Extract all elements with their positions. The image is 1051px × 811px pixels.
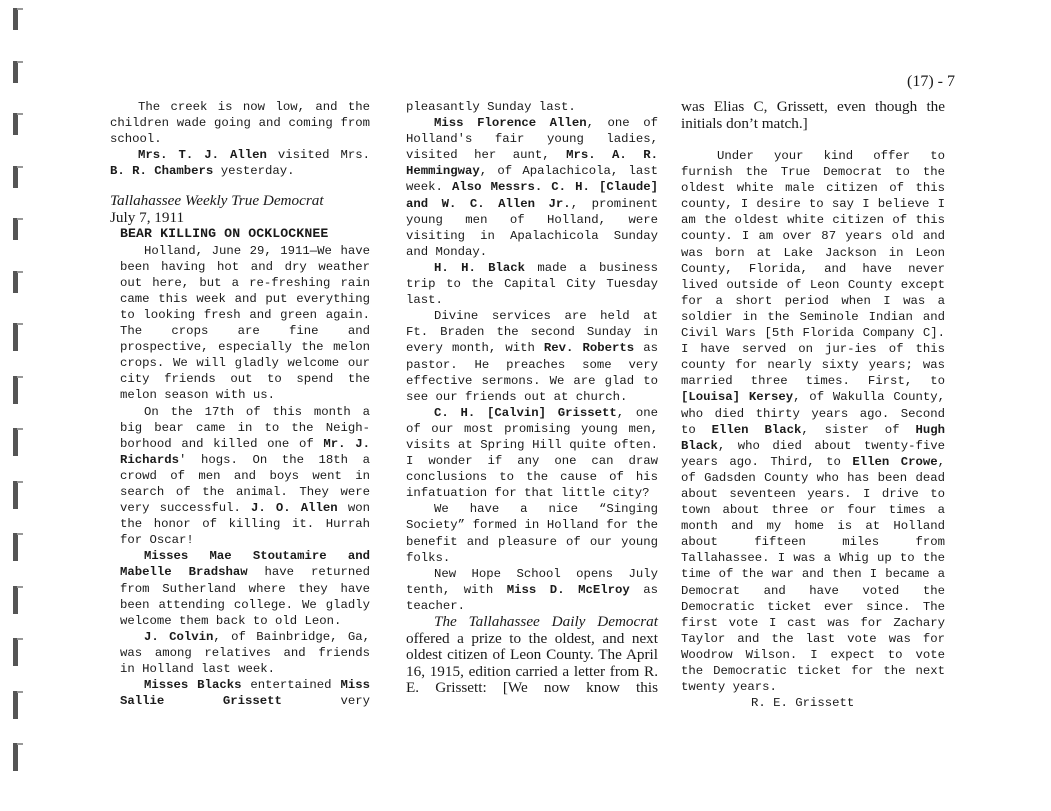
column-2 bbox=[406, 99, 658, 697]
person-name: Miss Florence Allen bbox=[434, 116, 587, 131]
signature: R. E. Grissett bbox=[751, 696, 855, 711]
person-name: H. H. Black bbox=[434, 260, 526, 275]
page-number: (17) - 7 bbox=[907, 73, 955, 90]
letter-body: Under your kind offer to furnish the True Democrat to the oldest white male citizen of this county, I desire to say I believe I am the oldest white citizen of this county. I am over 87 years old and was born at Lake Jackson in Leon County, Florida, and have never lived outside of Leon County except for a short period when I was a soldier in the Seminole Indian and Civil Wars [5th Florida Company C]. I have served on jur-ies of this county for nearly sixty years; was married three times. First, to [Louisa] Kersey, of Wakulla County, who died thirty years ago. Second to Ellen Black, sister of Hugh Black, who died about twenty-five years ago. Third, to Ellen Crowe, of Gadsden County who has been dead about seventeen years. I drive to town about three or four times a month and my home is at Holland about fifteen miles from Tallahassee. I was a Whig up to the time of the war and then I became a Democrat and have voted the Democratic ticket ever since. The first vote I cast was for Zachary Taylor and the last vote was for Woodrow Wilson. I expect to vote the Democratic ticket for the next twenty years. bbox=[681, 149, 945, 695]
binder-hole-mark bbox=[13, 113, 18, 135]
binder-hole-mark bbox=[13, 218, 18, 240]
paragraph: was Elias C, Grissett, even though the initials don’t match.] bbox=[681, 98, 945, 132]
binder-hole-mark bbox=[13, 323, 18, 351]
person-name: Mrs. T. J. Allen bbox=[138, 148, 267, 163]
column-3 bbox=[681, 99, 945, 711]
person-name: C. H. [Calvin] Grissett bbox=[434, 405, 617, 420]
paragraph: pleasantly Sunday last. bbox=[406, 100, 576, 114]
binder-hole-mark bbox=[13, 586, 18, 614]
paragraph: On the 17th of this month a big bear came in to the Neigh-borhood and killed one of Mr. J. Richards' hogs. On the 18th a crowd of men and boys went in search of the animal. They were very successful. J. O. Allen won the honor of killing it. Hurrah for Oscar! bbox=[120, 404, 370, 548]
person-name: Mr. J. Richards bbox=[120, 436, 370, 467]
source-title: Tallahassee Weekly True Democrat bbox=[110, 192, 324, 210]
paragraph: The creek is now low, and the children wade going and coming from school. bbox=[110, 100, 370, 147]
person-name: Miss Sallie Grissett bbox=[120, 678, 370, 709]
paragraph: The Tallahassee Daily Democrat offered a prize to the oldest, and next oldest citizen of Leon County. The April 16, 1915, edition carried a letter from R. E. Grissett: [We now know this bbox=[406, 613, 658, 696]
person-name: Misses Mae Stoutamire and Mabelle Bradshaw bbox=[120, 549, 370, 580]
paragraph: J. Colvin, of Bainbridge, Ga, was among relatives and friends in Holland last week. bbox=[120, 629, 370, 676]
binder-hole-mark bbox=[13, 638, 18, 666]
article-headline: BEAR KILLING ON OCKLOCKNEE bbox=[120, 226, 329, 242]
binder-hole-mark bbox=[13, 481, 18, 509]
binder-hole-mark bbox=[13, 271, 18, 293]
person-name: J. O. Allen bbox=[250, 501, 338, 516]
person-name: Misses Blacks bbox=[144, 678, 242, 693]
person-name: B. R. Chambers bbox=[110, 164, 214, 179]
column-1 bbox=[110, 99, 370, 709]
person-name: Miss D. McElroy bbox=[506, 582, 630, 597]
paragraph: New Hope School opens July tenth, with Miss D. McElroy as teacher. bbox=[406, 566, 658, 613]
paragraph: H. H. Black made a business trip to the Capital City Tuesday last. bbox=[406, 260, 658, 308]
paragraph: We have a nice “Singing Society” formed in Holland for the benefit and pleasure of our young folks. bbox=[406, 502, 658, 565]
paragraph: Miss Florence Allen, one of Holland's fair young ladies, visited her aunt, Mrs. A. R. Hemmingway, of Apalachicola, last week. Also Messrs. C. H. [Claude] and W. C. Allen Jr., prominent young men of Holland, were visiting in Apalachicola Sunday and Monday. bbox=[406, 116, 659, 259]
paragraph: Misses Blacks entertained Miss Sallie Grissett very bbox=[120, 678, 370, 709]
source-date: July 7, 1911 bbox=[110, 208, 185, 226]
binder-hole-mark bbox=[13, 8, 18, 30]
binder-hole-mark bbox=[13, 166, 18, 188]
person-name: Hugh Black bbox=[681, 422, 945, 453]
source-title: The Tallahassee Daily Democrat bbox=[434, 613, 658, 630]
paragraph: Misses Mae Stoutamire and Mabelle Bradshaw have returned from Sutherland where they have been attending college. We gladly welcome them back to old Leon. bbox=[120, 549, 370, 628]
paragraph: Divine services are held at Ft. Braden the second Sunday in every month, with Rev. Roberts as pastor. He preaches some very effective sermons. We are glad to see our friends out at church. bbox=[406, 309, 659, 404]
binder-hole-mark bbox=[13, 533, 18, 561]
binder-hole-mark bbox=[13, 61, 18, 83]
binder-hole-mark bbox=[13, 743, 18, 771]
binder-hole-mark bbox=[13, 428, 18, 456]
person-name: J. Colvin bbox=[144, 629, 214, 644]
paragraph: Holland, June 29, 1911—We have been having hot and dry weather out here, but a re-freshing rain came this week and put everything to looking fresh and green again. The crops are fine and prospective, especially the melon crops. We will gladly welcome our city friends out to spend the melon season with us. bbox=[120, 243, 370, 403]
binder-hole-mark bbox=[13, 376, 18, 404]
person-name: Also Messrs. C. H. [Claude] and W. C. Allen Jr. bbox=[406, 180, 659, 211]
person-name: [Louisa] Kersey bbox=[681, 390, 794, 405]
paragraph: Mrs. T. J. Allen visited Mrs. B. R. Chambers yesterday. bbox=[110, 148, 371, 179]
person-name: Rev. Roberts bbox=[543, 341, 635, 356]
binder-hole-mark bbox=[13, 691, 18, 719]
paragraph: C. H. [Calvin] Grissett, one of our most promising young men, visits at Spring Hill quite often. I wonder if any one can draw conclusions to the cause of his infatuation for that little city? bbox=[406, 405, 658, 501]
person-name: Ellen Black bbox=[711, 422, 802, 437]
person-name: Ellen Crowe bbox=[852, 454, 938, 469]
person-name: Mrs. A. R. Hemmingway bbox=[406, 148, 659, 179]
